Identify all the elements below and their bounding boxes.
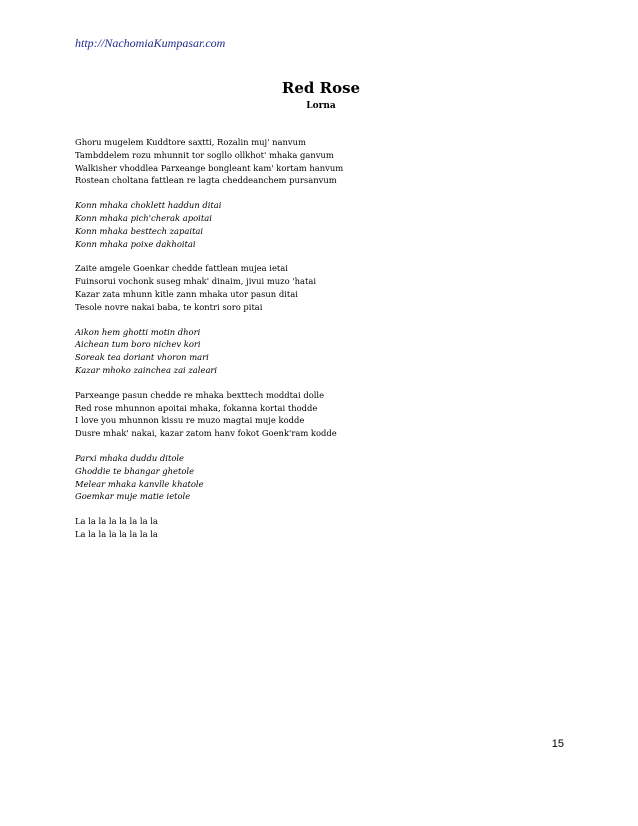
song-title (0, 79, 638, 97)
lyric-line: Fuinsorui vochonk suseg mhak' dinaim, jivui muzo 'hatai (75, 276, 317, 287)
lyric-line: Parxi mhaka duddu ditole (75, 452, 184, 463)
lyric-line: I love you mhunnon kissu re muzo magtai muje kodde (75, 415, 305, 426)
lyric-line: Zaite amgele Goenkar chedde fattlean mujea ietai (75, 263, 288, 274)
lyric-line: Konn mhaka poixe dakhoitai (75, 238, 196, 249)
lyric-line: Melear mhaka kanvlle khatole (75, 478, 204, 489)
song-author: Lorna (306, 101, 336, 111)
lyric-line: La la la la la la la la (75, 516, 158, 527)
song-title-text: Red Rose (281, 79, 361, 97)
chorus-stanza (75, 199, 555, 250)
verse-stanza (75, 262, 555, 313)
lyric-line: Konn mhaka pich'cherak apoitai (75, 212, 212, 223)
lyric-line: Goemkar muje matie ietole (75, 491, 191, 502)
lyric-line: Red rose mhunnon apoitai mhaka, fokanna kortai thodde (75, 402, 318, 413)
lyric-line: Konn mhaka besttech zapaitai (75, 225, 204, 236)
lyric-line: Dusre mhak' nakai, kazar zatom hanv fokot Goenk'ram kodde (75, 428, 337, 439)
lyric-line: Aikon hem ghotti motin dhori (75, 326, 201, 337)
website-link[interactable]: http://NachomiaKumpasar.com (75, 36, 226, 50)
lyric-line: Ghoddie te bhangar ghetole (75, 465, 195, 476)
lyric-line: Kazar mhoko zainchea zai zaleari (75, 364, 218, 375)
lyric-line: Parxeange pasun chedde re mhaka bexttech moddtai dolle (75, 389, 325, 400)
lyric-line: Soreak tea doriant vhoron mari (75, 352, 209, 363)
verse-stanza (75, 515, 555, 541)
page-number: 15 (551, 738, 564, 750)
lyric-line: Tambddelem rozu mhunnit tor sogllo ollkhot' mhaka ganvum (75, 149, 334, 160)
lyric-line: Walkisher vhoddlea Parxeange bongleant kam' kortam hanvum (75, 162, 344, 173)
lyric-line: Ghoru mugelem Kuddtore saxtti, Rozalin muj' nanvum (75, 137, 306, 147)
lyric-line: La la la la la la la la (75, 528, 158, 539)
chorus-stanza (75, 326, 555, 377)
lyric-line: Tesole novre nakai baba, te kontri soro pitai (75, 301, 263, 312)
lyric-line: Kazar zata mhunn kitle zann mhaka utor pasun ditai (75, 288, 298, 299)
lyric-line: Konn mhaka choklett haddun ditai (75, 200, 222, 211)
verse-stanza (75, 136, 555, 187)
lyric-line: Aichean tum boro nichev kori (75, 339, 201, 350)
lyrics-body (75, 136, 555, 553)
lyric-line: Rostean choltana fattlean re lagta cheddeanchem pursanvum (75, 175, 337, 186)
verse-stanza (75, 389, 555, 440)
chorus-stanza (75, 452, 555, 503)
